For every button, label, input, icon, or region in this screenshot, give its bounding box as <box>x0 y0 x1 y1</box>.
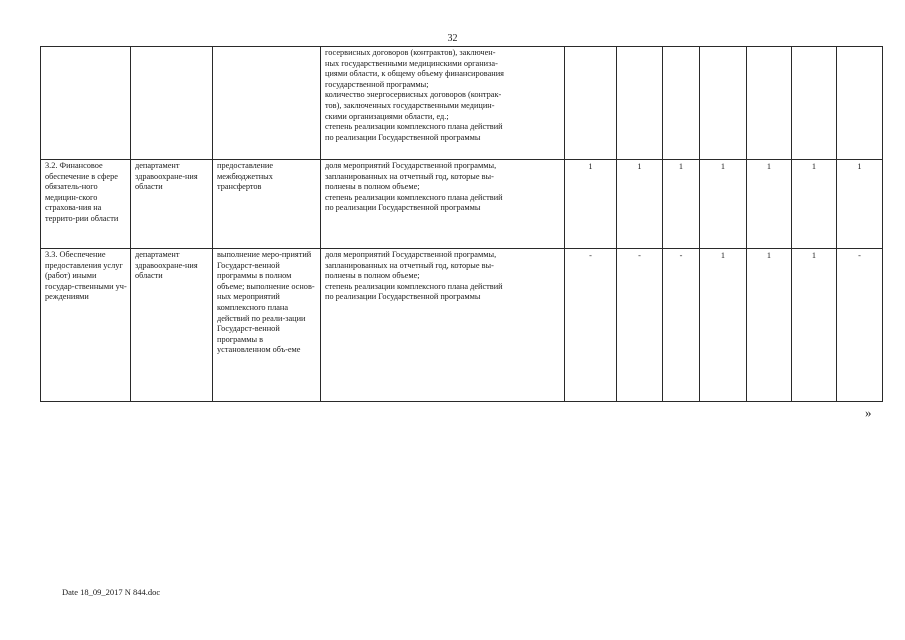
value-cell-6: 1 <box>792 249 837 402</box>
value-cell-1: - <box>565 249 617 402</box>
table-row <box>41 249 883 402</box>
event-cell: 3.2. Финансовое обеспечение в сфере обязатель-ного медицин-ского страхова-ния на террито-рии области <box>41 160 131 249</box>
value-cell-5: 1 <box>747 249 792 402</box>
indicator-line: степень реализации комплексного плана действий <box>325 192 503 202</box>
indicator-line: тов), заключенных государственными медицин- <box>325 100 495 110</box>
value-cell-2: 1 <box>617 160 663 249</box>
indicator-line: полнены в полном объеме; <box>325 271 420 281</box>
executor-cell: департамент здравоохране-ния области <box>131 160 213 249</box>
indicator-line: степень реализации комплексного плана действий <box>325 281 503 291</box>
indicator-line: государственной программы; <box>325 79 429 89</box>
result-cell: выполнение меро-приятий Государст-венной программы в полном объеме; выполнение основ-ных мероприятий комплексного плана действий по реали-зации Государст-венной программы в установленном объ-еме <box>213 249 321 402</box>
page-number: 32 <box>447 33 458 44</box>
indicator-line: скими организациями области, ед.; <box>325 111 449 121</box>
indicator-line: доля мероприятий Государственной программы, <box>325 250 497 259</box>
event-cell: 3.3. Обеспечение предоставления услуг (работ) иными государ-ственными уч-реждениями <box>41 249 131 402</box>
value-cell-3 <box>663 47 700 160</box>
indicator-line: запланированных на отчетный год, которые вы- <box>325 260 494 270</box>
value-cell-6 <box>792 47 837 160</box>
value-cell-1 <box>565 47 617 160</box>
indicator-line: ных государственными медицинскими организа- <box>325 58 498 68</box>
event-cell <box>41 47 131 160</box>
indicator-line: госервисных договоров (контрактов), заключен- <box>325 48 496 57</box>
indicator-line: полнены в полном объеме; <box>325 182 420 192</box>
indicator-cell <box>321 47 565 160</box>
value-cell-2: - <box>617 249 663 402</box>
indicator-line: циями области, к общему объему финансирования <box>325 69 504 79</box>
indicator-line: количество энергосервисных договоров (контрак- <box>325 90 502 100</box>
value-cell-4: 1 <box>700 249 747 402</box>
value-cell-7 <box>837 47 883 160</box>
indicator-line: по реализации Государственной программы <box>325 203 481 213</box>
value-cell-3: - <box>663 249 700 402</box>
value-cell-4 <box>700 47 747 160</box>
executor-cell <box>131 47 213 160</box>
value-cell-4: 1 <box>700 160 747 249</box>
indicator-line: степень реализации комплексного плана действий <box>325 122 503 132</box>
indicator-line: по реализации Государственной программы <box>325 292 481 302</box>
table-row <box>41 47 883 160</box>
table-row <box>41 160 883 249</box>
value-cell-7: - <box>837 249 883 402</box>
value-cell-3: 1 <box>663 160 700 249</box>
result-cell: предоставление межбюджетных трансфертов <box>213 160 321 249</box>
value-cell-5 <box>747 47 792 160</box>
indicator-line: доля мероприятий Государственной программы, <box>325 161 497 170</box>
value-cell-6: 1 <box>792 160 837 249</box>
value-cell-5: 1 <box>747 160 792 249</box>
footer-filename: Date 18_09_2017 N 844.doc <box>62 587 161 597</box>
indicator-line: по реализации Государственной программы <box>325 132 481 142</box>
indicator-line: запланированных на отчетный год, которые вы- <box>325 171 494 181</box>
value-cell-7: 1 <box>837 160 883 249</box>
executor-cell: департамент здравоохране-ния области <box>131 249 213 402</box>
program-table <box>40 46 883 402</box>
indicator-cell <box>321 160 565 249</box>
closing-quote: » <box>865 405 872 420</box>
result-cell <box>213 47 321 160</box>
value-cell-2 <box>617 47 663 160</box>
indicator-cell <box>321 249 565 402</box>
value-cell-1: 1 <box>565 160 617 249</box>
